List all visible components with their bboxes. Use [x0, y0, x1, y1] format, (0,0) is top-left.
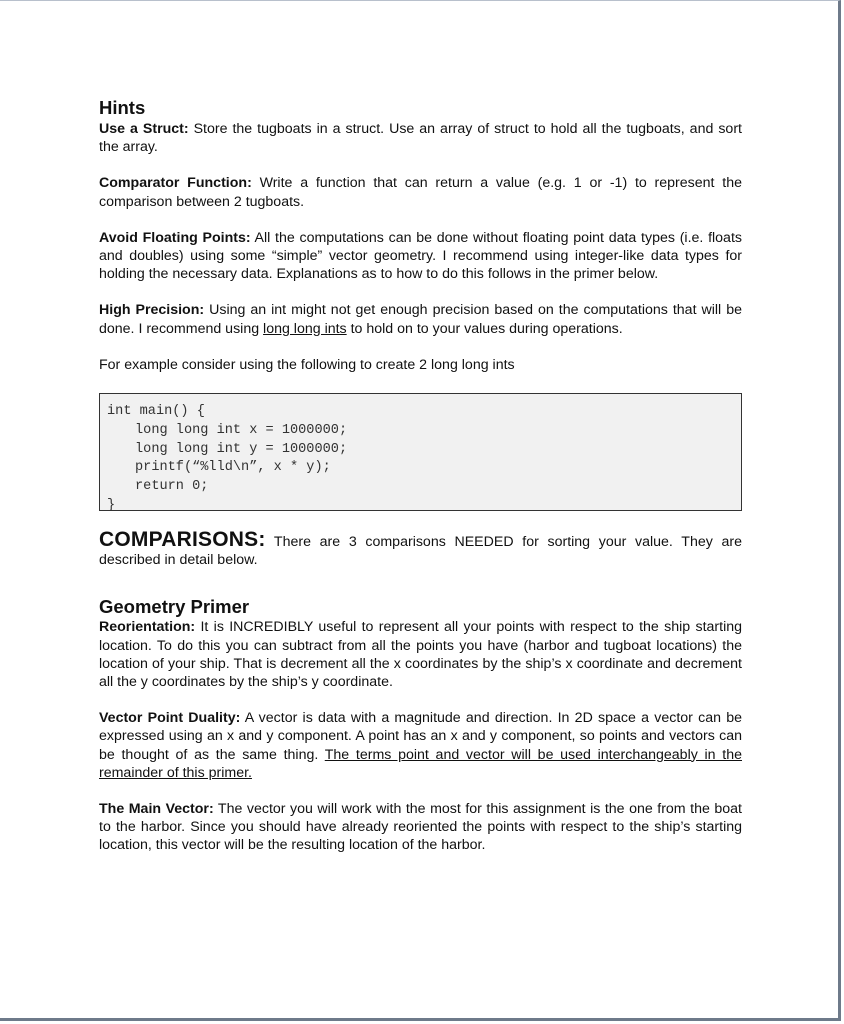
floating-text: All the computations can be done without floating point data types (i.e. floats and doubles) using some “simple” vector geometry. I recommend using integer-like data types for holding the necessary data. Explanations as to how to do this follows in the primer below. — [99, 229, 742, 283]
floating-label: Avoid Floating Points: — [99, 229, 251, 246]
precision-paragraph — [99, 301, 742, 337]
floating-paragraph — [99, 229, 742, 284]
code-line-3: long long int y = 1000000; — [135, 441, 348, 457]
reorientation-label: Reorientation: — [99, 619, 196, 636]
precision-label: High Precision: — [99, 302, 205, 319]
comparisons-heading: COMPARISONS: — [99, 528, 266, 552]
main-vector-paragraph — [99, 800, 742, 855]
comparisons-text: There are 3 comparisons NEEDED for sorting your value. They are described in detail below. — [99, 534, 742, 569]
reorientation-text: It is INCREDIBLY useful to represent all your points with respect to the ship starting location. To do this you can subtract from all the points you have (harbor and tugboat locations) the location of your ship. That is decrement all the x coordinates by the ship’s x coordinate and decrement all the y coordinates by the ship’s y coordinate. — [99, 619, 742, 691]
comparator-text: Write a function that can return a value (e.g. 1 or -1) to represent the comparison between 2 tugboats. — [99, 175, 742, 210]
code-line-4: printf(“%lld\n”, x * y); — [135, 460, 331, 476]
example-paragraph: For example consider using the following to create 2 long long ints — [99, 356, 515, 373]
code-line-6: } — [107, 498, 116, 514]
long-long-link[interactable]: long long ints — [263, 320, 347, 337]
struct-text: Store the tugboats in a struct. Use an array of struct to hold all the tugboats, and sort the array. — [99, 121, 742, 156]
reorientation-paragraph — [99, 618, 742, 691]
code-line-1: int main() { — [107, 404, 205, 420]
duality-paragraph — [99, 709, 742, 782]
struct-label: Use a Struct: — [99, 121, 189, 137]
code-line-5: return 0; — [135, 479, 209, 495]
duality-underlined: The terms point and vector will be used interchangeably in the remainder of this primer. — [99, 746, 742, 781]
hints-heading: Hints — [99, 97, 146, 118]
comparator-label: Comparator Function: — [99, 175, 252, 192]
main-vector-text: The vector you will work with the most for this assignment is the one from the boat to the harbor. Since you should have already reoriented the points with respect to the ship’s starting location, this vector will be the resulting location of the harbor. — [99, 801, 742, 854]
page-content — [99, 97, 742, 855]
precision-text-1: Using an int might not get enough precision based on the computations that will be done. I recommend using — [99, 302, 742, 337]
comparator-paragraph — [99, 174, 742, 210]
struct-paragraph — [99, 120, 742, 156]
code-line-2: long long int x = 1000000; — [135, 422, 348, 438]
precision-text-2: to hold on to your values during operations. — [346, 320, 623, 337]
main-vector-label: The Main Vector: — [99, 801, 214, 818]
comparisons-paragraph — [99, 528, 742, 569]
duality-text: A vector is data with a magnitude and direction. In 2D space a vector can be expressed using an x and y component. A point has an x and y component, so points and vectors can be thought of as the same thing. — [99, 710, 742, 763]
duality-label: Vector Point Duality: — [99, 710, 241, 727]
code-block — [99, 393, 742, 514]
geometry-heading: Geometry Primer — [99, 596, 250, 618]
